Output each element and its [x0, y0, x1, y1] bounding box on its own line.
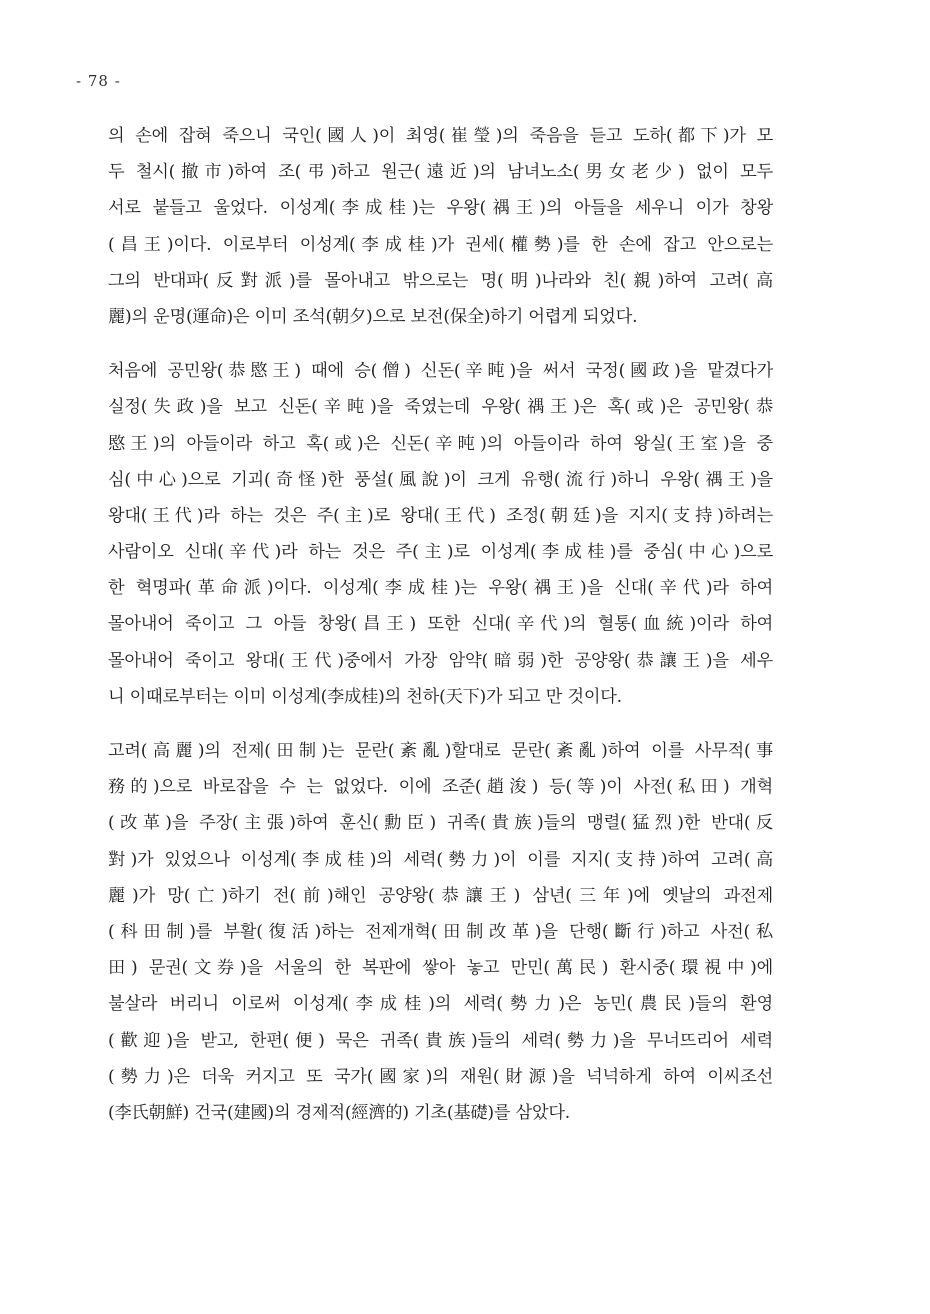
text-line: 두 철시(撤市)하여 조(弔)하고 원근(遠近)의 남녀노소(男女老少) 없이 모두 [108, 162, 773, 183]
text-line: 몰아내어 죽이고 왕대(王代)중에서 가장 암약(暗弱)한 공양왕(恭讓王)을 세우 [108, 650, 773, 671]
paragraph-1 [108, 118, 773, 335]
text-line: 麗)의 운명(運命)은 이미 조석(朝夕)으로 보전(保全)하기 어렵게 되었다. [108, 306, 638, 327]
text-line: (昌王)이다. 이로부터 이성계(李成桂)가 권세(權勢)를 한 손에 잡고 안으로는 [108, 234, 773, 255]
text-line: 처음에 공민왕(恭愍王) 때에 승(僧) 신돈(辛旽)을 써서 국정(國政)을 맡겼다가 [108, 361, 773, 382]
text-line: 왕대(王代)라 하는 것은 주(主)로 왕대(王代) 조정(朝廷)을 지지(支持)하려는 [108, 505, 773, 526]
text-line: 의 손에 잡혀 죽으니 국인(國人)이 최영(崔瑩)의 죽음을 듣고 도하(都下)가 모 [108, 126, 773, 146]
text-line: 麗)가 망(亡)하기 전(前)해인 공양왕(恭讓王) 삼년(三年)에 옛날의 과전제 [108, 885, 773, 906]
paragraph-3 [108, 733, 773, 1131]
text-line: 고려(高麗)의 전제(田制)는 문란(紊亂)할대로 문란(紊亂)하여 이를 사무적(事 [108, 741, 773, 761]
text-line: 對)가 있었으나 이성계(李成桂)의 세력(勢力)이 이를 지지(支持)하여 고려(高 [108, 849, 773, 870]
page-number: - 78 - [76, 72, 121, 90]
text-line: 務的)으로 바로잡을 수 는 없었다. 이에 조준(趙浚) 등(等)이 사전(私田) 개혁 [108, 777, 773, 798]
text-line: 그의 반대파(反對派)를 몰아내고 밖으로는 명(明)나라와 친(親)하여 고려(高 [108, 270, 773, 291]
text-line: 몰아내어 죽이고 그 아들 창왕(昌王) 또한 신대(辛代)의 혈통(血統)이라 하여 [108, 614, 773, 635]
text-line: 심(中心)으로 기괴(奇怪)한 풍설(風說)이 크게 유행(流行)하니 우왕(禑王)을 [108, 469, 773, 490]
text-line: 불살라 버리니 이로써 이성계(李成桂)의 세력(勢力)은 농민(農民)들의 환영 [108, 994, 773, 1015]
text-line: 한 혁명파(革命派)이다. 이성계(李成桂)는 우왕(禑王)을 신대(辛代)라 하여 [108, 578, 773, 599]
document-body [108, 118, 773, 1149]
text-line: 田) 문권(文券)을 서울의 한 복판에 쌓아 놓고 만민(萬民) 환시중(環視中)에 [108, 958, 773, 979]
paragraph-2 [108, 353, 773, 715]
text-line: 사람이오 신대(辛代)라 하는 것은 주(主)로 이성계(李成桂)를 중심(中心)으로 [108, 542, 773, 563]
text-line: (歡迎)을 받고, 한편(便) 묵은 귀족(貴族)들의 세력(勢力)을 무너뜨리어 세력 [108, 1030, 773, 1051]
text-line: 서로 붙들고 울었다. 이성계(李成桂)는 우왕(禑王)의 아들을 세우니 이가 창왕 [108, 198, 773, 219]
text-line: (改革)을 주장(主張)하여 훈신(勳臣) 귀족(貴族)들의 맹렬(猛烈)한 반대(反 [108, 813, 773, 834]
text-line: (科田制)를 부활(復活)하는 전제개혁(田制改革)을 단행(斷行)하고 사전(私 [108, 921, 773, 942]
text-line: (李氏朝鮮) 건국(建國)의 경제적(經濟的) 기초(基礎)를 삼았다. [108, 1102, 571, 1123]
text-line: (勢力)은 더욱 커지고 또 국가(國家)의 재원(財源)을 넉넉하게 하여 이씨조선 [108, 1066, 773, 1087]
text-line: 愍王)의 아들이라 하고 혹(或)은 신돈(辛旽)의 아들이라 하여 왕실(王室)을 중 [108, 433, 773, 454]
text-line: 니 이때로부터는 이미 이성계(李成桂)의 천하(天下)가 되고 만 것이다. [108, 686, 622, 707]
text-line: 실정(失政)을 보고 신돈(辛旽)을 죽였는데 우왕(禑王)은 혹(或)은 공민왕(恭 [108, 397, 773, 418]
